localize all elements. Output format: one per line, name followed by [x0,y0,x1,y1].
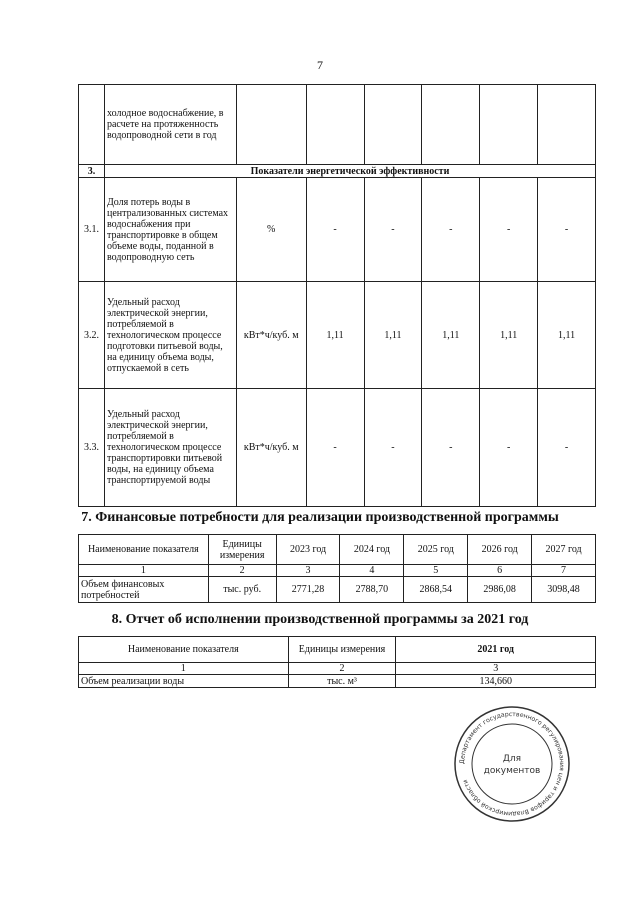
value-cell: 2771,28 [276,577,340,603]
value-cell: 1,11 [422,282,480,389]
value-cell [480,85,538,165]
value-cell: 2868,54 [404,577,468,603]
column-index: 6 [468,565,532,577]
row-label: Объем финансовых потребностей [79,577,209,603]
official-stamp [452,704,572,824]
row-number [79,85,105,165]
header-row [79,637,596,663]
value-cell: 2986,08 [468,577,532,603]
value-cell [364,85,422,165]
column-index: 7 [532,565,596,577]
value-cell: - [480,178,538,282]
column-index: 2 [288,663,396,675]
row-number: 3.2. [79,282,105,389]
column-header: 2026 год [468,535,532,565]
column-header: 2021 год [396,637,596,663]
value-cell: - [422,389,480,507]
value-cell: - [480,389,538,507]
page-number: 7 [317,58,323,72]
value-cell: 134,660 [396,675,596,688]
column-index: 5 [404,565,468,577]
stamp-center-text-1: Для [502,754,522,764]
value-cell [538,85,596,165]
column-index: 3 [396,663,596,675]
section-title: Показатели энергетической эффективности [104,165,595,178]
unit-cell [236,85,306,165]
unit-cell: тыс. м³ [288,675,396,688]
value-cell: - [364,389,422,507]
value-cell: - [538,389,596,507]
table-row [79,389,596,507]
row-label: Объем реализации воды [79,675,289,688]
row-number: 3.3. [79,389,105,507]
column-header: 2027 год [532,535,596,565]
column-index: 2 [208,565,276,577]
value-cell: 2788,70 [340,577,404,603]
unit-cell: кВт*ч/куб. м [236,282,306,389]
column-index: 4 [340,565,404,577]
indicator-name: холодное водоснабжение, в расчете на протяженность водопроводной сети в год [104,85,236,165]
program-report-table [78,636,596,688]
table-row [79,178,596,282]
value-cell: - [364,178,422,282]
value-cell: 1,11 [364,282,422,389]
value-cell: - [422,178,480,282]
section-number: 3. [79,165,105,178]
value-cell: - [538,178,596,282]
column-header: 2023 год [276,535,340,565]
value-cell: 1,11 [538,282,596,389]
value-cell: 1,11 [480,282,538,389]
table-row [79,577,596,603]
unit-cell: тыс. руб. [208,577,276,603]
column-index: 3 [276,565,340,577]
value-cell: 3098,48 [532,577,596,603]
table-row [79,675,596,688]
column-header: Единицы измерения [208,535,276,565]
stamp-center-text-2: документов [483,766,541,776]
table-row [79,282,596,389]
column-header: Наименование показателя [79,637,289,663]
index-row [79,565,596,577]
column-header: 2024 год [340,535,404,565]
indicator-name: Удельный расход электрической энергии, потребляемой в технологическом процессе транспортировки питьевой воды, на единицу объема транспортируемой воды [104,389,236,507]
column-header: Единицы измерения [288,637,396,663]
unit-cell: % [236,178,306,282]
unit-cell: кВт*ч/куб. м [236,389,306,507]
header-row [79,535,596,565]
section-8-heading: 8. Отчет об исполнении производственной программы за 2021 год [111,612,529,627]
financial-needs-table [78,534,596,603]
index-row [79,663,596,675]
value-cell: - [306,178,364,282]
column-header: Наименование показателя [79,535,209,565]
value-cell: 1,11 [306,282,364,389]
section-row [79,165,596,178]
value-cell [306,85,364,165]
table-row [79,85,596,165]
indicators-table [78,84,596,507]
stamp-ring-text: Департамент государственного регулирования цен и тарифов Владимирской области [458,710,566,818]
column-index: 1 [79,663,289,675]
indicator-name: Удельный расход электрической энергии, потребляемой в технологическом процессе подготовки питьевой воды, на единицу объема воды, отпускаемой в сеть [104,282,236,389]
column-index: 1 [79,565,209,577]
section-7-heading: 7. Финансовые потребности для реализации производственной программы [81,510,559,525]
column-header: 2025 год [404,535,468,565]
indicator-name: Доля потерь воды в централизованных системах водоснабжения при транспортировке в общем объеме воды, поданной в водопроводную сеть [104,178,236,282]
row-number: 3.1. [79,178,105,282]
stamp-inner-ring [472,724,552,804]
value-cell [422,85,480,165]
value-cell: - [306,389,364,507]
